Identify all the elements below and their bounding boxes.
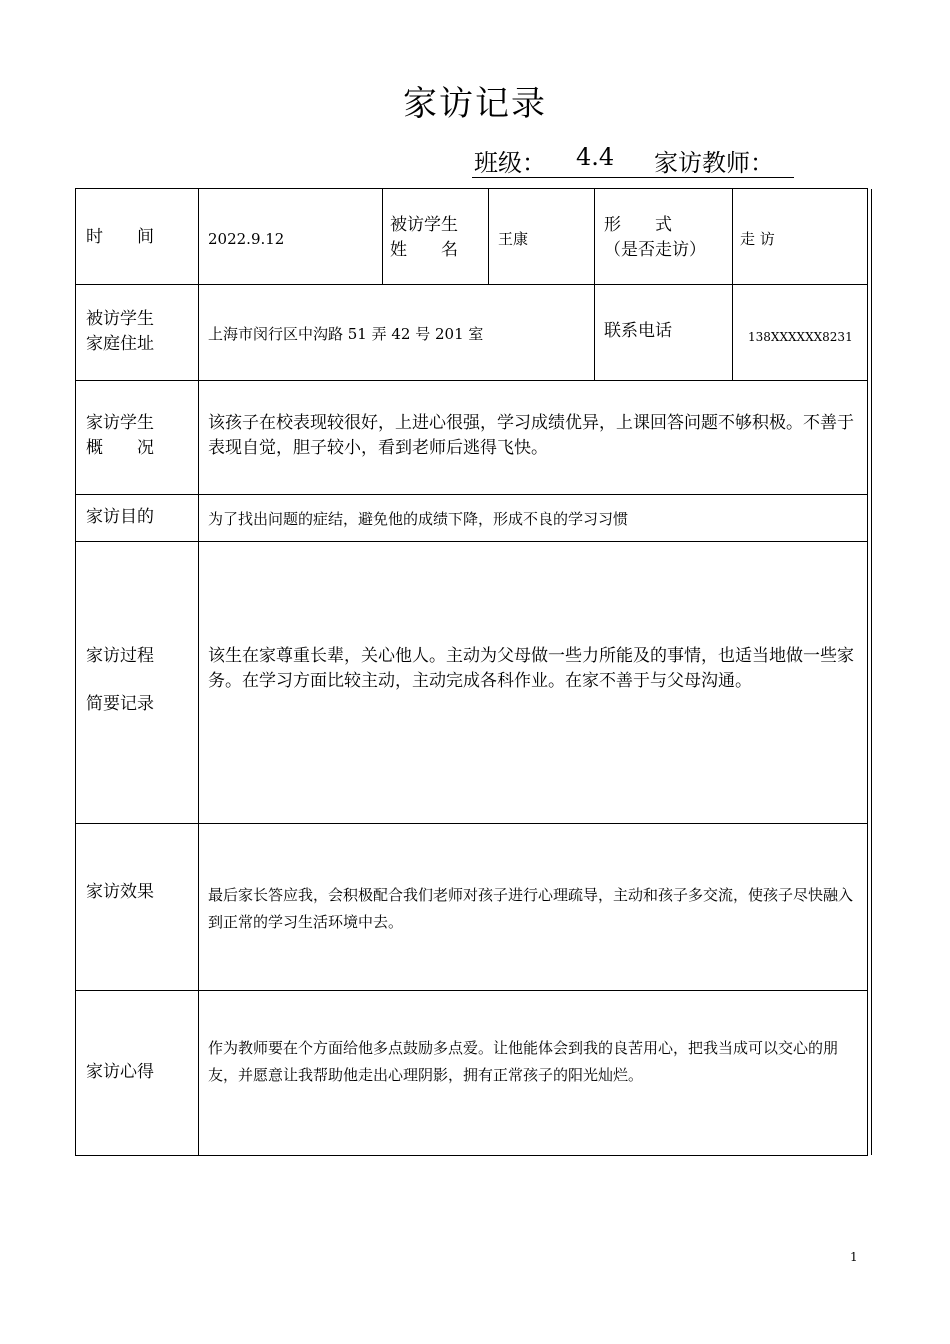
column-divider [198, 189, 199, 1155]
address-label-2: 家庭住址 [86, 334, 154, 354]
visit-reflection-content: 作为教师要在个方面给他多点鼓励多点爱。让他能体会到我的良苦用心，把我当成可以交心的朋友，并愿意让我帮助他走出心理阴影，拥有正常孩子的阳光灿烂。 [208, 1039, 839, 1084]
time-label: 时 间 [86, 227, 154, 247]
phone-value: 138XXXXXX8231 [748, 330, 853, 344]
visit-purpose-content: 为了找出问题的症结，避免他的成绩下降，形成不良的学习习惯 [208, 510, 629, 528]
row-divider [76, 990, 867, 991]
student-name-label-2: 姓 名 [390, 240, 458, 260]
phone-label: 联系电话 [604, 321, 672, 341]
visit-form-value: 走 访 [740, 230, 775, 248]
class-value: 4.4 [576, 143, 615, 171]
student-name-value: 王康 [498, 230, 529, 248]
visit-effect-content: 最后家长答应我，会积极配合我们老师对孩子进行心理疏导，主动和孩子多交流，使孩子尽快融入到正常的学习生活环境中去。 [208, 886, 854, 931]
visit-effect-label: 家访效果 [86, 882, 154, 902]
column-divider [732, 189, 733, 380]
student-overview-label-1: 家访学生 [86, 413, 154, 433]
row-divider [76, 380, 867, 381]
column-divider [488, 189, 489, 284]
document-title: 家访记录 [403, 84, 547, 124]
visit-process-label-1: 家访过程 [86, 646, 154, 666]
student-overview-label-2: 概 况 [86, 438, 154, 458]
visit-process-label-2: 简要记录 [86, 694, 154, 714]
student-name-label-1: 被访学生 [390, 215, 458, 235]
visit-form-label-2: （是否走访） [604, 240, 706, 260]
page-number: 1 [850, 1250, 858, 1264]
column-divider [594, 189, 595, 380]
time-value: 2022.9.12 [208, 230, 285, 248]
visit-record-table [75, 188, 868, 1156]
row-divider [76, 541, 867, 542]
student-overview-content: 该孩子在校表现较很好，上进心很强，学习成绩优异，上课回答问题不够积极。不善于表现自觉，胆子较小，看到老师后逃得飞快。 [208, 413, 854, 458]
column-divider [382, 189, 383, 284]
header-line [472, 141, 794, 178]
address-label-1: 被访学生 [86, 309, 154, 329]
visit-purpose-label: 家访目的 [86, 507, 154, 527]
row-divider [76, 284, 867, 285]
visit-reflection-label: 家访心得 [86, 1062, 154, 1082]
visit-form-label-1: 形 式 [604, 215, 672, 235]
visit-process-content: 该生在家尊重长辈，关心他人。主动为父母做一些力所能及的事情，也适当地做一些家务。在学习方面比较主动，主动完成各科作业。在家不善于与父母沟通。 [208, 646, 854, 691]
row-divider [76, 823, 867, 824]
address-value: 上海市闵行区中沟路 51 弄 42 号 201 室 [208, 325, 484, 343]
class-label: 班级： [474, 149, 546, 177]
teacher-label: 家访教师： [654, 149, 774, 177]
row-divider [76, 494, 867, 495]
